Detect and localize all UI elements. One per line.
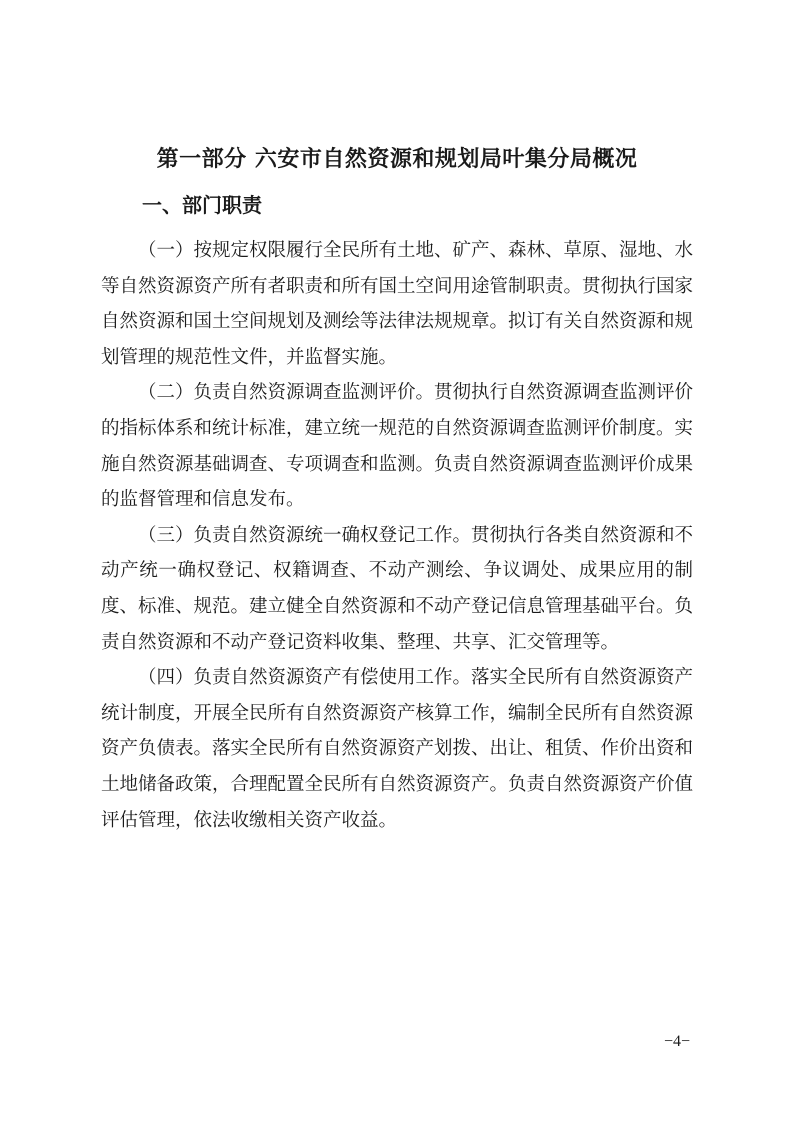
paragraph: （二）负责自然资源调查监测评价。贯彻执行自然资源调查监测评价的指标体系和统计标准，建立统一规范的自然资源调查监测评价制度。实施自然资源基础调查、专项调查和监测。负责自然资源调查监测评价成果的监督管理和信息发布。 (101, 382, 694, 511)
section-heading: 一、部门职责 (142, 193, 262, 217)
page-number: −4− (663, 1033, 690, 1050)
page-title: 第一部分 六安市自然资源和规划局叶集分局概况 (156, 147, 638, 172)
paragraph: （三）负责自然资源统一确权登记工作。贯彻执行各类自然资源和不动产统一确权登记、权籍调查、不动产测绘、争议调处、成果应用的制度、标准、规范。建立健全自然资源和不动产登记信息管理基础平台。负责自然资源和不动产登记资料收集、整理、共享、汇交管理等。 (101, 524, 694, 653)
body-text (101, 233, 693, 838)
paragraph: （一）按规定权限履行全民所有土地、矿产、森林、草原、湿地、水等自然资源资产所有者职责和所有国土空间用途管制职责。贯彻执行国家自然资源和国土空间规划及测绘等法律法规规章。拟订有关自然资源和规划管理的规范性文件，并监督实施。 (101, 240, 694, 368)
paragraph: （四）负责自然资源资产有偿使用工作。落实全民所有自然资源资产统计制度，开展全民所有自然资源资产核算工作，编制全民所有自然资源资产负债表。落实全民所有自然资源资产划拨、出让、租赁、作价出资和土地储备政策，合理配置全民所有自然资源资产。负责自然资源资产价值评估管理，依法收缴相关资产收益。 (101, 667, 694, 831)
